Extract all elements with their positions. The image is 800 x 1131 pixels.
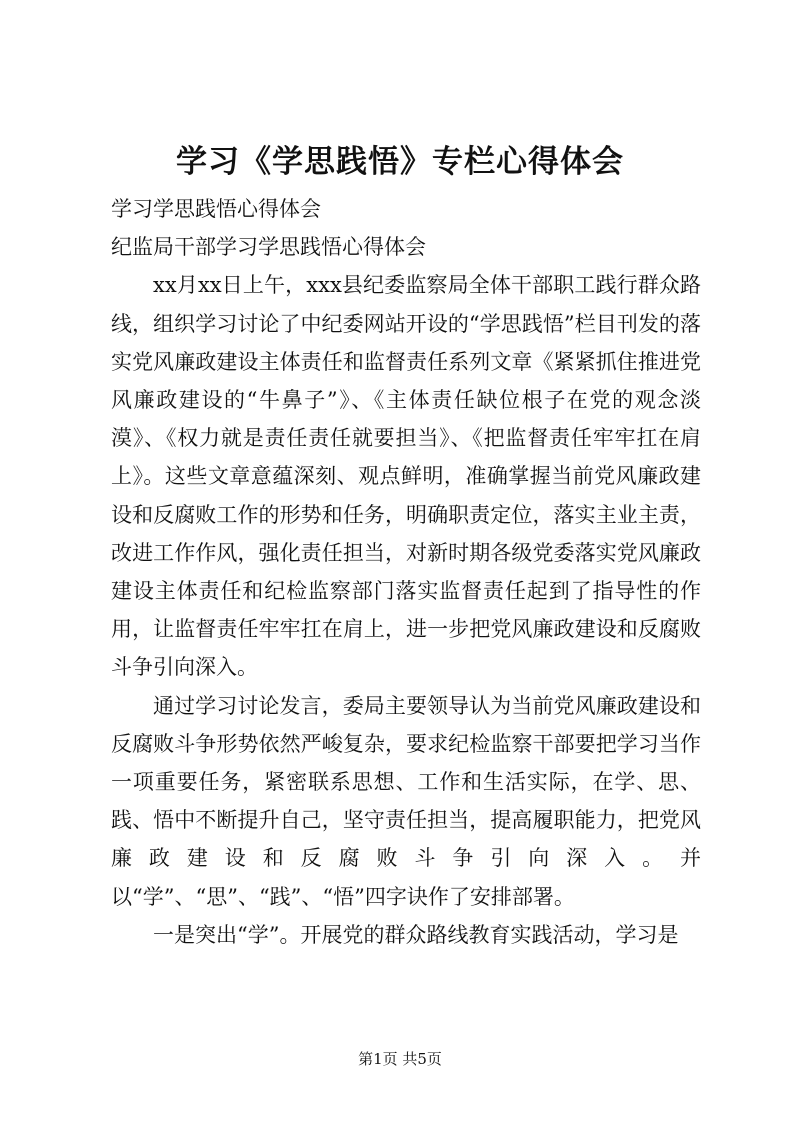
subtitle-1: 学习学思践悟心得体会 (111, 197, 321, 221)
document-title: 学习《学思践悟》专栏心得体会 (176, 144, 624, 180)
paragraph-3: 一是突出“学”。开展党的群众路线教育实践活动，学习是 (153, 922, 679, 947)
paragraph-1: xx月xx日上午，xxx县纪委监察局全体干部职工践行群众路线，组织学习讨论了中纪委网站开设的“学思践悟”栏目刊发的落实党风廉政建设主体责任和监督责任系列文章《紧紧抓住推进党风廉政建设的“牛鼻子”》、《主体责任缺位根子在党的观念淡漠》、《权力就是责任责任就要担当》、《把监督责任牢牢扛在肩上》。这些文章意蕴深刻、观点鲜明，准确掌握当前党风廉政建设和反腐败工作的形势和任务，明确职责定位，落实主业主责，改进工作作风，强化责任担当，对新时期各级党委落实党风廉政建设主体责任和纪检监察部门落实监督责任起到了指导性的作用，让监督责任牢牢扛在肩上，进一步把党风廉政建设和反腐败斗争引向深入。 (111, 273, 701, 680)
page-footer: 第1页 共5页 (358, 1050, 442, 1068)
document-body (111, 190, 701, 954)
subtitle-2: 纪监局干部学习学思践悟心得体会 (111, 235, 426, 260)
paragraph-2: 通过学习讨论发言，委局主要领导认为当前党风廉政建设和反腐败斗争形势依然严峻复杂，要求纪检监察干部要把学习当作一项重要任务，紧密联系思想、工作和生活实际，在学、思、践、悟中不断提升自己，坚守责任担当，提高履职能力，把党风廉政建设和反腐败斗争引向深入。并以“学”、“思”、“践”、“悟”四字诀作了安排部署。 (111, 693, 701, 909)
